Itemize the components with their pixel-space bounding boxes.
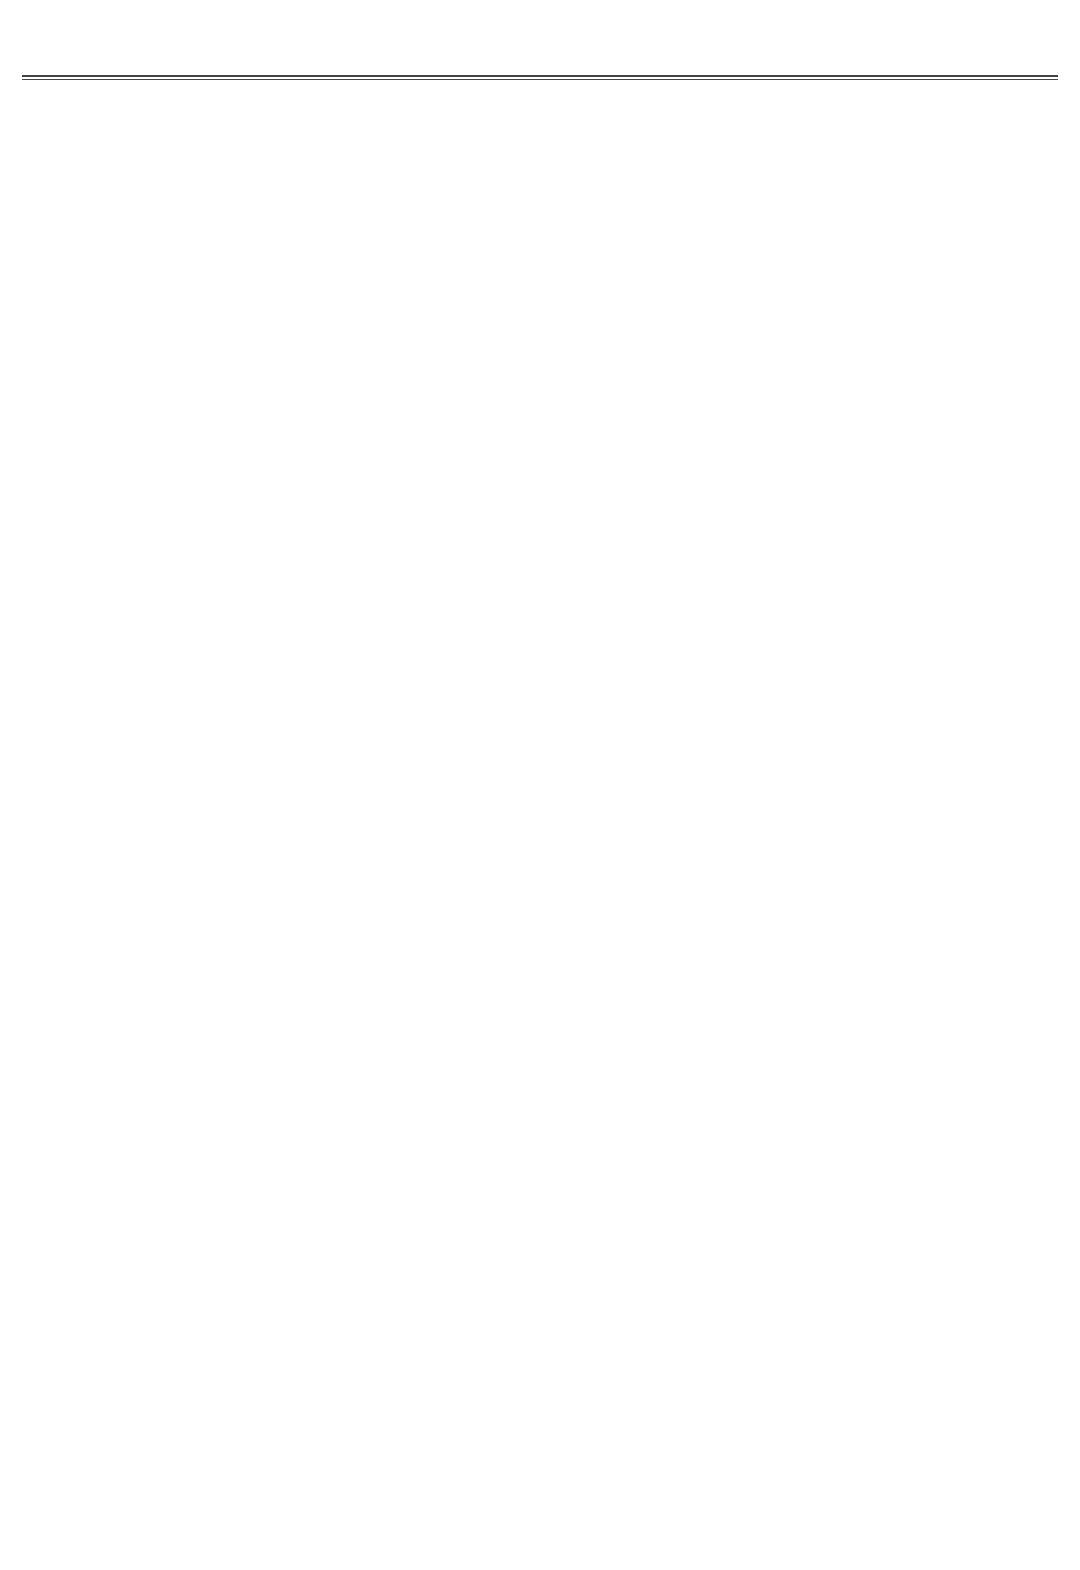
header-rule (22, 75, 1058, 77)
running-header (22, 40, 1058, 80)
figure-3-chart (22, 780, 518, 1135)
header-rule-thin (22, 79, 1058, 80)
figure-4-chart (562, 275, 1058, 620)
